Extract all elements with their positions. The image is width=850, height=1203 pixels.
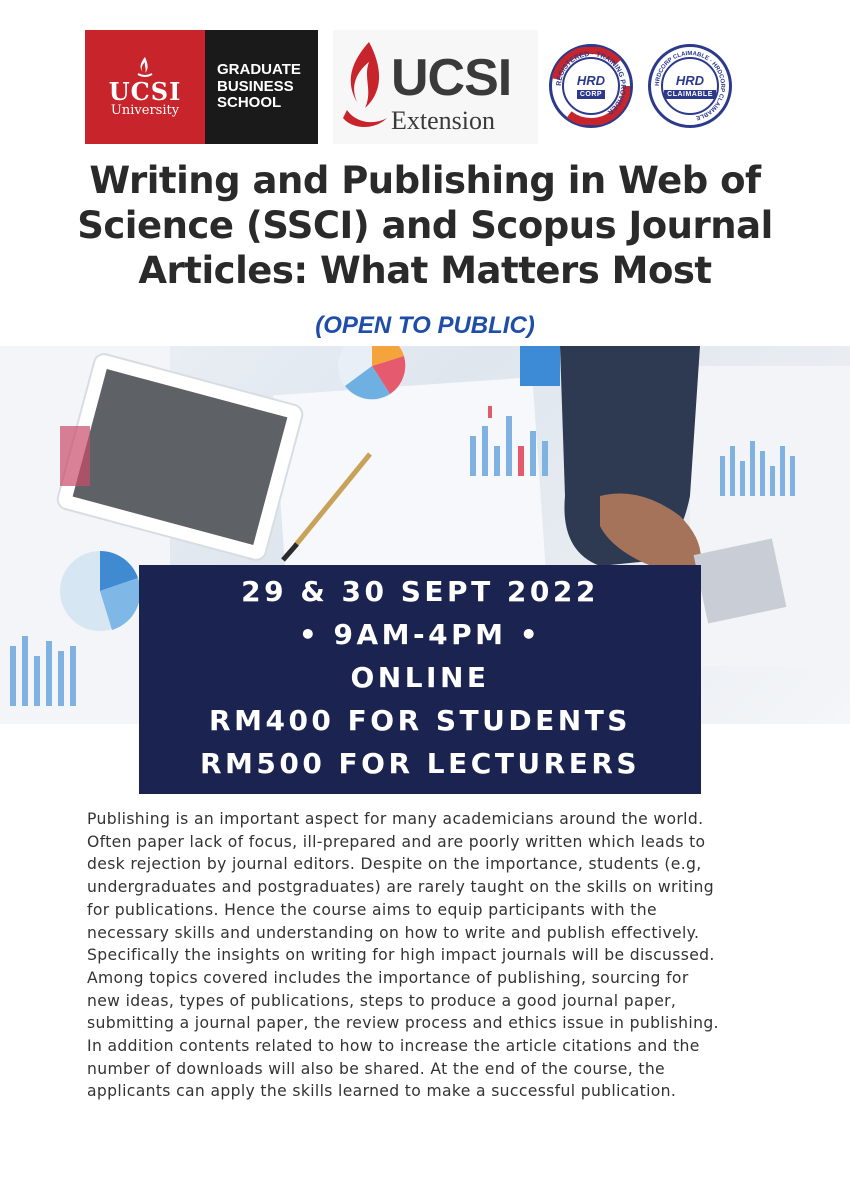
hrdcorp-claimable-badge <box>648 44 732 128</box>
gbs-line-2: BUSINESS <box>217 77 294 95</box>
event-mode: ONLINE <box>350 661 490 694</box>
gbs-line-1: GRADUATE <box>217 60 301 78</box>
graduate-business-school-text <box>205 30 318 144</box>
hrdcorp-registered-training-provider-badge <box>549 44 633 128</box>
event-details-box <box>139 565 701 794</box>
gbs-brand-text: UCSI <box>108 76 182 106</box>
extension-word-text: Extension <box>391 106 495 135</box>
price-students: RM400 FOR STUDENTS <box>209 704 631 737</box>
ucsi-flame-icon <box>339 38 391 138</box>
ucsi-extension-logo <box>333 30 538 144</box>
gbs-university-text: University <box>110 102 180 118</box>
svg-text:REGISTERED · TRAINING PROVIDER: REGISTERED · TRAINING PROVIDER <box>555 50 627 116</box>
course-title <box>40 158 810 293</box>
title-line-3: Articles: What Matters Most <box>138 249 712 292</box>
extension-brand-text: UCSI <box>391 49 512 107</box>
svg-text:HRDCORP CLAIMABLE · HRDCORP CL: HRDCORP CLAIMABLE · HRDCORP CLAIMABLE <box>654 50 726 121</box>
ucsi-university-mark <box>85 30 205 144</box>
price-lecturers: RM500 FOR LECTURERS <box>199 747 641 780</box>
gbs-line-3: SCHOOL <box>217 94 282 112</box>
hrd-mark-text: HRD <box>675 72 705 88</box>
ucsi-flame-icon <box>134 56 156 78</box>
badge-center <box>562 57 620 115</box>
ucsi-graduate-business-school-logo <box>85 30 318 144</box>
claimable-label: CLAIMABLE <box>664 90 716 99</box>
event-date: 29 & 30 SEPT 2022 <box>241 575 599 608</box>
corp-label: CORP <box>577 90 605 99</box>
event-time: • 9AM-4PM • <box>298 618 542 651</box>
course-description: Publishing is an important aspect for many academicians around the world. Often paper lack of focus, ill-prepared and are poorly written which leads to desk rejection by journal editors. Despite on the importance, students (e.g, undergraduates and postgraduates) are rarely taught on the skills on writing for publications. Hence the course aims to equip participants with the necessary skills and understanding on how to write and publish effectively. Specifically the insights on writing for high impact journals will be discussed. Among topics covered includes the importance of publishing, sourcing for new ideas, types of publications, steps to produce a good journal paper, submitting a journal paper, the review process and ethics issue in publishing. In addition contents related to how to increase the article citations and the number of downloads will also be shared. At the end of the course, the applicants can apply the skills learned to make a successful publication. <box>87 810 719 1101</box>
title-line-2: Science (SSCI) and Scopus Journal <box>77 204 773 247</box>
open-to-public-subtitle: (OPEN TO PUBLIC) <box>315 312 535 339</box>
badge-center <box>661 57 719 115</box>
hrd-mark-text: HRD <box>576 72 606 88</box>
title-line-1: Writing and Publishing in Web of <box>89 159 761 202</box>
